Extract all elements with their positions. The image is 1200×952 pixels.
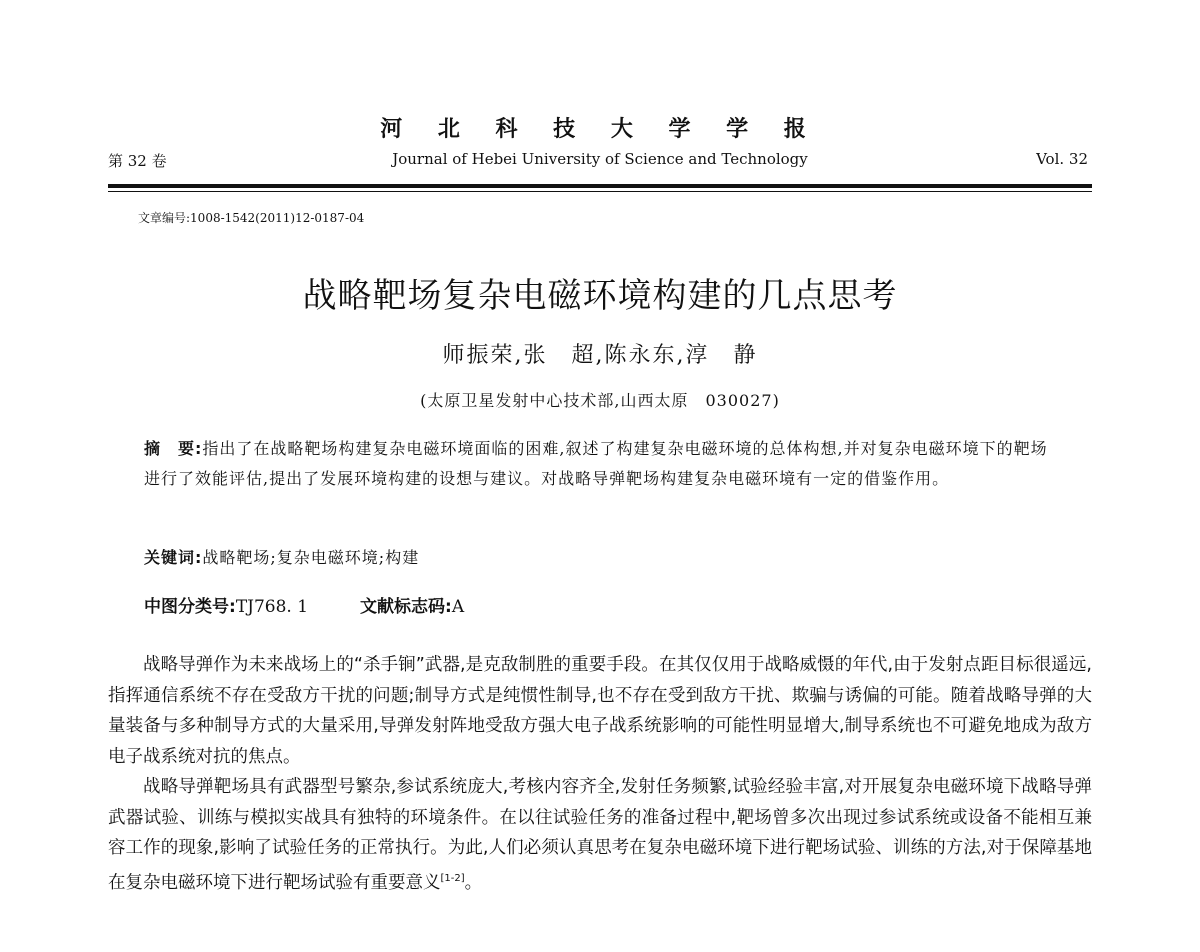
body-text xyxy=(108,650,1092,898)
article-title: 战略靶场复杂电磁环境构建的几点思考 xyxy=(302,276,898,316)
keywords xyxy=(144,545,419,568)
body-paragraph-2-text: 战略导弹靶场具有武器型号繁杂,参试系统庞大,考核内容齐全,发射任务频繁,试验经验丰富,对开展复杂电磁环境下战略导弹武器试验、训练与模拟实战具有独特的环境条件。在以往试验任务的准备过程中,靶场曾多次出现过参试系统或设备不能相互兼容工作的现象,影响了试验任务的正常执行。为此,人们必须认真思考在复杂电磁环境下进行靶场试验、训练的方法,对于保障基地在复杂电磁环境下进行靶场试验有重要意义 xyxy=(108,777,1092,893)
abstract-text: 指出了在战略靶场构建复杂电磁环境面临的困难,叙述了构建复杂电磁环境的总体构想,并对复杂电磁环境下的靶场进行了效能评估,提出了发展环境构建的设想与建议。对战略导弹靶场构建复杂电磁环境有一定的借鉴作用。 xyxy=(144,439,1048,488)
body-paragraph-2 xyxy=(108,772,1092,898)
keywords-label: 关键词: xyxy=(144,548,203,567)
clc-label: 中图分类号: xyxy=(144,597,236,617)
header-rule-thick xyxy=(108,184,1092,188)
doc-code-label: 文献标志码: xyxy=(360,597,452,617)
abstract xyxy=(144,434,1056,494)
keywords-text: 战略靶场;复杂电磁环境;构建 xyxy=(202,548,420,567)
citation: [1-2] xyxy=(440,872,465,884)
authors: 师振荣,张 超,陈永东,淳 静 xyxy=(442,343,758,368)
abstract-label: 摘 要: xyxy=(144,439,203,458)
doc-code-value: A xyxy=(451,597,465,617)
clc-value: TJ768. 1 xyxy=(235,597,309,617)
header-rule-thin xyxy=(108,191,1092,192)
body-paragraph-2-end: 。 xyxy=(464,872,483,893)
affiliation: (太原卫星发射中心技术部,山西太原 030027) xyxy=(420,391,780,410)
volume-en: Vol. 32 xyxy=(1036,150,1088,168)
volume-cn: 第 32 卷 xyxy=(108,152,167,170)
journal-title-cn: 河 北 科 技 大 学 学 报 xyxy=(380,116,820,142)
journal-title-en: Journal of Hebei University of Science and Technology xyxy=(392,150,808,168)
article-number: 文章编号:1008-1542(2011)12-0187-04 xyxy=(138,211,365,225)
body-paragraph-1: 战略导弹作为未来战场上的“杀手锏”武器,是克敌制胜的重要手段。在其仅仅用于战略威慑的年代,由于发射点距目标很遥远,指挥通信系统不存在受敌方干扰的问题;制导方式是纯惯性制导,也不存在受到敌方干扰、欺骗与诱偏的可能。随着战略导弹的大量装备与多种制导方式的大量采用,导弹发射阵地受敌方强大电子战系统影响的可能性明显增大,制导系统也不可避免地成为敌方电子战系统对抗的焦点。 xyxy=(108,655,1092,767)
classification xyxy=(144,592,464,617)
